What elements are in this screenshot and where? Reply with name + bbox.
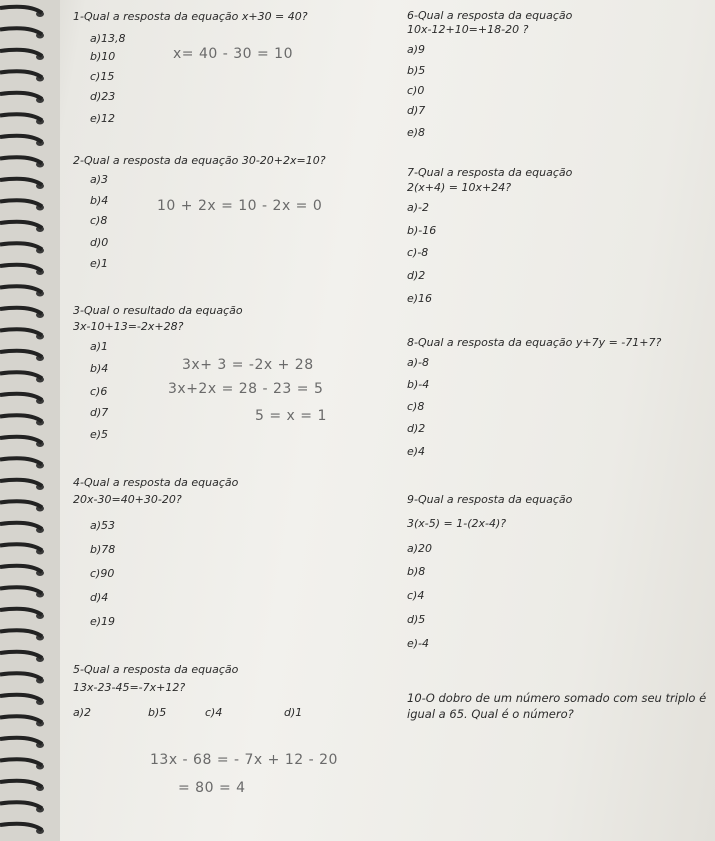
q9-option-d: d)5	[407, 613, 426, 626]
q1-option-b: b)10	[90, 50, 116, 63]
q5-option-b: b)5	[148, 706, 167, 719]
q5-option-a: a)2	[73, 706, 92, 719]
q1-option-d: d)23	[90, 90, 116, 103]
q6-option-e: e)8	[407, 126, 426, 139]
q3-option-d: d)7	[90, 406, 109, 419]
q1-option-e: e)12	[90, 112, 116, 125]
q10-line-1: 10-O dobro de um número somado com seu triplo é	[407, 691, 707, 705]
q2-option-d: d)0	[90, 236, 109, 249]
q3-option-c: c)6	[90, 385, 108, 398]
q6-option-d: d)7	[407, 104, 426, 117]
q4-title: 4-Qual a resposta da equação	[73, 476, 239, 489]
q4-option-e: e)19	[90, 615, 116, 628]
q6-option-b: b)5	[407, 64, 426, 77]
q2-option-b: b)4	[90, 194, 109, 207]
q7-equation: 2(x+4) = 10x+24?	[407, 181, 512, 194]
q5-title: 5-Qual a resposta da equação	[73, 663, 239, 676]
q6-title: 6-Qual a resposta da equação	[407, 9, 573, 22]
q3-option-e: e)5	[90, 428, 109, 441]
q8-option-e: e)4	[407, 445, 426, 458]
q9-option-a: a)20	[407, 542, 433, 555]
q7-option-a: a)-2	[407, 201, 429, 214]
q1-handwriting: x= 40 - 30 = 10	[173, 46, 293, 62]
q7-option-e: e)16	[407, 292, 433, 305]
q5-option-c: c)4	[205, 706, 223, 719]
q3-option-a: a)1	[90, 340, 109, 353]
q4-option-a: a)53	[90, 519, 116, 532]
q4-option-c: c)90	[90, 567, 115, 580]
q6-option-c: c)0	[407, 84, 425, 97]
q8-option-c: c)8	[407, 400, 425, 413]
q1-option-c: c)15	[90, 70, 115, 83]
q8-option-b: b)-4	[407, 378, 430, 391]
q8-option-a: a)-8	[407, 356, 429, 369]
q9-option-c: c)4	[407, 589, 425, 602]
q9-title: 9-Qual a resposta da equação	[407, 493, 573, 506]
q3-handwriting-3: 5 = x = 1	[255, 408, 327, 424]
q6-option-a: a)9	[407, 43, 426, 56]
q5-equation: 13x-23-45=-7x+12?	[73, 681, 186, 694]
q9-option-e: e)-4	[407, 637, 430, 650]
q2-option-e: e)1	[90, 257, 109, 270]
q3-equation: 3x-10+13=-2x+28?	[73, 320, 184, 333]
q2-option-c: c)8	[90, 214, 108, 227]
q3-handwriting-2: 3x+2x = 28 - 23 = 5	[168, 381, 324, 397]
q3-handwriting-1: 3x+ 3 = -2x + 28	[182, 357, 314, 373]
q3-title: 3-Qual o resultado da equação	[73, 304, 243, 317]
q4-equation: 20x-30=40+30-20?	[73, 493, 182, 506]
q7-option-b: b)-16	[407, 224, 437, 237]
q7-option-d: d)2	[407, 269, 426, 282]
q5-option-d: d)1	[284, 706, 303, 719]
q2-handwriting: 10 + 2x = 10 - 2x = 0	[157, 198, 323, 214]
q4-option-b: b)78	[90, 543, 116, 556]
q4-option-d: d)4	[90, 591, 109, 604]
q2-option-a: a)3	[90, 173, 109, 186]
q8-title: 8-Qual a resposta da equação y+7y = -71+7?	[407, 336, 662, 349]
q9-equation: 3(x-5) = 1-(2x-4)?	[407, 517, 507, 530]
q1-option-a: a)13,8	[90, 32, 126, 45]
q9-option-b: b)8	[407, 565, 426, 578]
spiral-binding	[0, 0, 60, 841]
q2-title: 2-Qual a resposta da equação 30-20+2x=10?	[73, 154, 326, 167]
q1-title: 1-Qual a resposta da equação x+30 = 40?	[73, 10, 308, 23]
q10-line-2: igual a 65. Qual é o número?	[407, 707, 574, 721]
q3-option-b: b)4	[90, 362, 109, 375]
q6-equation: 10x-12+10=+18-20 ?	[407, 23, 529, 36]
q5-handwriting-1: 13x - 68 = - 7x + 12 - 20	[150, 752, 338, 768]
q7-title: 7-Qual a resposta da equação	[407, 166, 573, 179]
q8-option-d: d)2	[407, 422, 426, 435]
q7-option-c: c)-8	[407, 246, 429, 259]
q5-handwriting-2: = 80 = 4	[178, 780, 246, 796]
